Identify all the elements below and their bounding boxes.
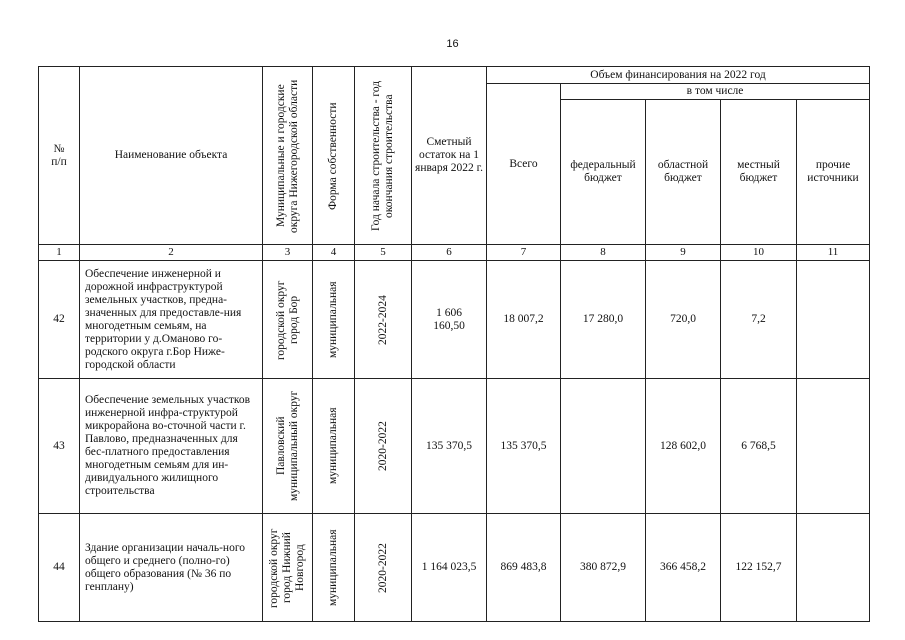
column-number: 1 <box>39 245 80 261</box>
header-regional: областной бюджет <box>646 100 721 245</box>
row-other <box>797 514 870 622</box>
column-number: 10 <box>721 245 797 261</box>
row-federal: 17 280,0 <box>561 261 646 379</box>
row-district: Павловский муниципальный округ <box>263 379 313 514</box>
column-number: 7 <box>487 245 561 261</box>
row-years: 2020-2022 <box>355 514 412 622</box>
row-number: 43 <box>39 379 80 514</box>
header-estimate: Сметный остаток на 1 января 2022 г. <box>412 67 487 245</box>
row-federal: 380 872,9 <box>561 514 646 622</box>
header-including: в том числе <box>561 84 870 100</box>
row-regional: 128 602,0 <box>646 379 721 514</box>
row-ownership: муниципальная <box>313 379 355 514</box>
header-federal: федеральный бюджет <box>561 100 646 245</box>
row-estimate: 1 164 023,5 <box>412 514 487 622</box>
row-estimate: 135 370,5 <box>412 379 487 514</box>
column-number: 9 <box>646 245 721 261</box>
header-ownership: Форма собственности <box>313 67 355 245</box>
row-object-name: Здание организации началь-ного общего и среднего (полно-го) общего образования (№ 36 по генплану) <box>80 514 263 622</box>
row-total: 18 007,2 <box>487 261 561 379</box>
table-row <box>39 261 870 379</box>
row-number: 42 <box>39 261 80 379</box>
row-federal <box>561 379 646 514</box>
column-number: 4 <box>313 245 355 261</box>
row-district: городской округ город Нижний Новгород <box>263 514 313 622</box>
row-regional: 366 458,2 <box>646 514 721 622</box>
row-total: 869 483,8 <box>487 514 561 622</box>
column-number: 5 <box>355 245 412 261</box>
page-number: 16 <box>446 38 459 50</box>
table-row <box>39 514 870 622</box>
row-ownership: муниципальная <box>313 514 355 622</box>
column-number: 2 <box>80 245 263 261</box>
column-number: 11 <box>797 245 870 261</box>
row-regional: 720,0 <box>646 261 721 379</box>
row-object-name: Обеспечение инженерной и дорожной инфраструктурой земельных участков, предна-значенных для предоставле-ния многодетным семьям, на территории у д.Оманово го-родского округа г.Бор Ниже-городской области <box>80 261 263 379</box>
header-number: № п/п <box>39 67 80 245</box>
header-years: Год начала строительства - год окончания строительства <box>355 67 412 245</box>
table-row <box>39 379 870 514</box>
column-number: 6 <box>412 245 487 261</box>
row-other <box>797 379 870 514</box>
header-local: местный бюджет <box>721 100 797 245</box>
row-estimate: 1 606 160,50 <box>412 261 487 379</box>
header-funding-group: Объем финансирования на 2022 год <box>487 67 870 84</box>
header-object-name: Наименование объекта <box>80 67 263 245</box>
row-years: 2022-2024 <box>355 261 412 379</box>
column-number-row <box>39 245 870 261</box>
row-district: городской округ город Бор <box>263 261 313 379</box>
row-years: 2020-2022 <box>355 379 412 514</box>
row-local: 122 152,7 <box>721 514 797 622</box>
row-other <box>797 261 870 379</box>
header-total: Всего <box>487 84 561 245</box>
row-object-name: Обеспечение земельных участков инженерной инфра-структурой микрорайона во-сточной части г. Павлово, предназначенных для бес-платного предоставления многодетным семьям для ин-дивидуального жилищного строительства <box>80 379 263 514</box>
row-number: 44 <box>39 514 80 622</box>
row-local: 6 768,5 <box>721 379 797 514</box>
financing-table <box>38 66 870 622</box>
row-total: 135 370,5 <box>487 379 561 514</box>
row-local: 7,2 <box>721 261 797 379</box>
header-district: Муниципальные и городские округа Нижегородской области <box>263 67 313 245</box>
row-ownership: муниципальная <box>313 261 355 379</box>
header-other: прочие источники <box>797 100 870 245</box>
column-number: 3 <box>263 245 313 261</box>
column-number: 8 <box>561 245 646 261</box>
